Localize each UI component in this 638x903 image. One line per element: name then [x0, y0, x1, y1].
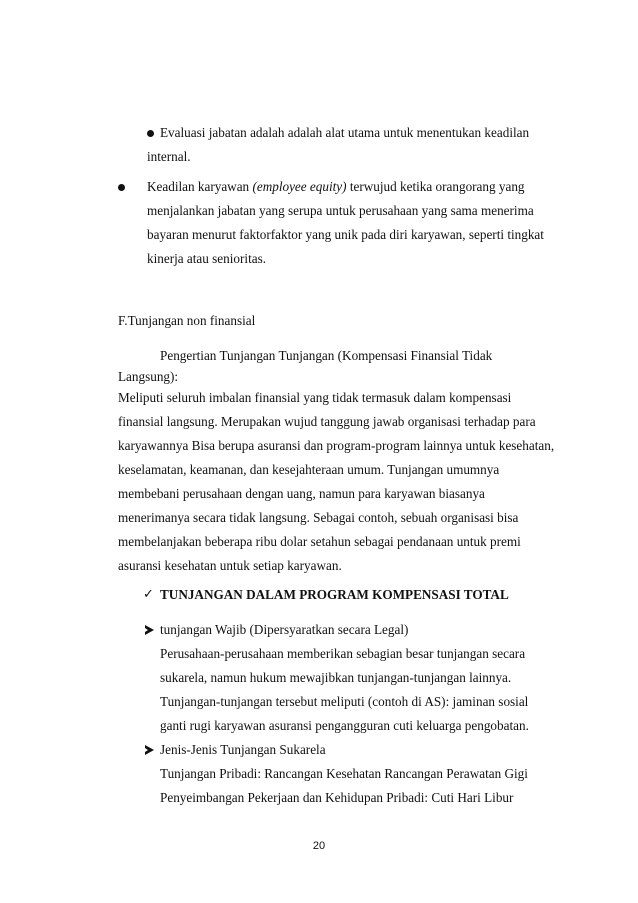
paragraph-line: Langsung):: [118, 369, 179, 384]
page-number: 20: [312, 840, 326, 852]
arrow-item1-line: Tunjangan-tunjangan tersebut meliputi (contoh di AS): jaminan sosial: [160, 694, 529, 709]
arrow-item2-title: Jenis-Jenis Tunjangan Sukarela: [160, 742, 326, 757]
paragraph-line: membelanjakan beberapa ribu dolar setahun sebagai pendanaan untuk premi: [118, 534, 521, 549]
arrow-item2-line: Penyeimbangan Pekerjaan dan Kehidupan Pribadi: Cuti Hari Libur: [160, 790, 514, 805]
arrow-item2-line: Tunjangan Pribadi: Rancangan Kesehatan Rancangan Perawatan Gigi: [160, 766, 528, 781]
arrow-item1-title: tunjangan Wajib (Dipersyaratkan secara Legal): [160, 622, 409, 637]
paragraph-line: karyawannya Bisa berupa asuransi dan program-program lainnya untuk kesehatan,: [118, 438, 555, 453]
bullet2-line3: bayaran menurut faktorfaktor yang unik pada diri karyawan, seperti tingkat: [147, 227, 544, 242]
section-heading: F.Tunjangan non finansial: [118, 313, 256, 328]
arrow-bullet-icon: [145, 625, 154, 635]
paragraph-line: Pengertian Tunjangan Tunjangan (Kompensasi Finansial Tidak: [160, 348, 493, 363]
bullet-dot-icon: [118, 184, 125, 191]
paragraph-line: asuransi kesehatan untuk setiap karyawan.: [118, 558, 342, 573]
bullet2-text-before: Keadilan karyawan: [147, 179, 253, 194]
paragraph-line: membebani perusahaan dengan uang, namun para karyawan biasanya: [118, 486, 485, 501]
paragraph-line: finansial langsung. Merupakan wujud tanggung jawab organisasi terhadap para: [118, 414, 536, 429]
bullet1-line2: internal.: [147, 149, 191, 164]
bullet2-italic-term: (employee equity): [252, 179, 347, 194]
paragraph-line: menerimanya secara tidak langsung. Sebagai contoh, sebuah organisasi bisa: [118, 510, 519, 525]
paragraph-line: keselamatan, keamanan, dan kesejahteraan umum. Tunjangan umumnya: [118, 462, 500, 477]
bullet2-line1: [147, 179, 525, 195]
bullet2-line2: menjalankan jabatan yang serupa untuk perusahaan yang sama menerima: [147, 203, 534, 218]
bullet2-line4: kinerja atau senioritas.: [147, 251, 267, 266]
paragraph-line: Meliputi seluruh imbalan finansial yang tidak termasuk dalam kompensasi: [118, 390, 512, 405]
arrow-item1-line: ganti rugi karyawan asuransi pengangguran cuti keluarga pengobatan.: [160, 718, 529, 733]
arrow-item1-line: sukarela, namun hukum mewajibkan tunjangan-tunjangan lainnya.: [160, 670, 512, 685]
bullet2-text-after: terwujud ketika orangorang yang: [346, 179, 525, 194]
bullet1-line1: Evaluasi jabatan adalah adalah alat utama untuk menentukan keadilan: [160, 125, 530, 140]
check-item-label: TUNJANGAN DALAM PROGRAM KOMPENSASI TOTAL: [160, 587, 509, 602]
bullet-dot-icon: [147, 130, 154, 137]
checkmark-icon: ✓: [143, 587, 154, 602]
arrow-bullet-icon: [145, 745, 154, 755]
arrow-item1-line: Perusahaan-perusahaan memberikan sebagian besar tunjangan secara: [160, 646, 526, 661]
